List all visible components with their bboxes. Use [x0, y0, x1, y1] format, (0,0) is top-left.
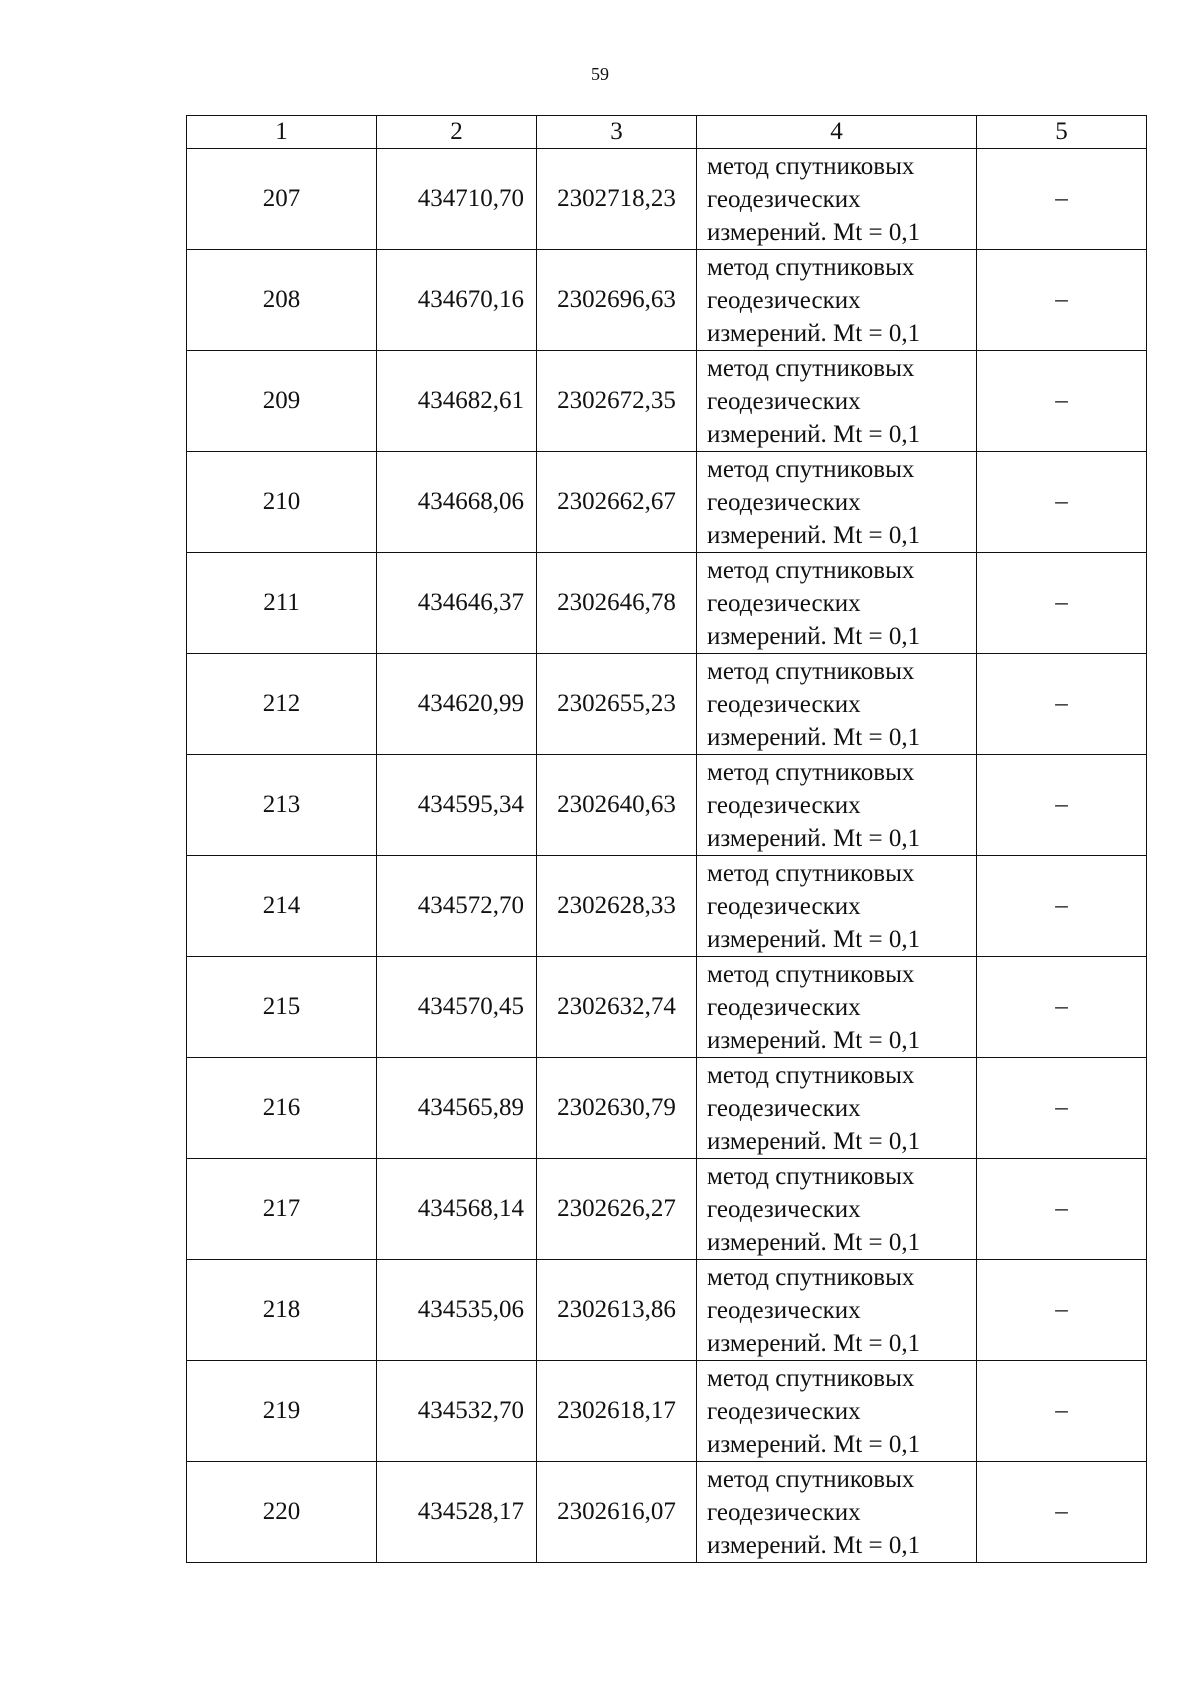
method-line: метод спутниковых: [707, 1364, 915, 1392]
table-row: [187, 452, 1147, 553]
method-line: измерений. Mt = 0,1: [707, 1127, 921, 1155]
coordinates-table: [186, 115, 1147, 1563]
table-body: [187, 149, 1147, 1563]
method-cell: [697, 250, 977, 351]
table-row: [187, 553, 1147, 654]
note-cell: –: [977, 452, 1147, 553]
method-line: геодезических: [707, 993, 861, 1021]
method-line: метод спутниковых: [707, 354, 915, 382]
point-number-cell: 214: [187, 856, 377, 957]
method-line: измерений. Mt = 0,1: [707, 1430, 921, 1458]
method-line: геодезических: [707, 1195, 861, 1223]
method-cell: [697, 553, 977, 654]
x-coordinate-cell: 434682,61: [377, 351, 537, 452]
table-row: [187, 351, 1147, 452]
note-cell: –: [977, 1058, 1147, 1159]
note-cell: –: [977, 1462, 1147, 1563]
point-number-cell: 215: [187, 957, 377, 1058]
method-line: геодезических: [707, 185, 861, 213]
table-row: [187, 1058, 1147, 1159]
header-cell-3: 3: [537, 116, 697, 149]
method-line: измерений. Mt = 0,1: [707, 622, 921, 650]
method-cell: [697, 351, 977, 452]
table-row: [187, 1260, 1147, 1361]
table-row: [187, 957, 1147, 1058]
point-number-cell: 218: [187, 1260, 377, 1361]
table-row: [187, 856, 1147, 957]
method-line: метод спутниковых: [707, 758, 915, 786]
method-line: геодезических: [707, 892, 861, 920]
method-line: метод спутниковых: [707, 253, 915, 281]
method-cell: [697, 654, 977, 755]
method-line: измерений. Mt = 0,1: [707, 319, 921, 347]
x-coordinate-cell: 434528,17: [377, 1462, 537, 1563]
y-coordinate-cell: 2302696,63: [537, 250, 697, 351]
point-number-cell: 217: [187, 1159, 377, 1260]
y-coordinate-cell: 2302613,86: [537, 1260, 697, 1361]
method-line: геодезических: [707, 1397, 861, 1425]
note-cell: –: [977, 1159, 1147, 1260]
y-coordinate-cell: 2302718,23: [537, 149, 697, 250]
method-line: метод спутниковых: [707, 556, 915, 584]
point-number-cell: 216: [187, 1058, 377, 1159]
x-coordinate-cell: 434646,37: [377, 553, 537, 654]
method-cell: [697, 856, 977, 957]
method-line: измерений. Mt = 0,1: [707, 1026, 921, 1054]
method-line: измерений. Mt = 0,1: [707, 824, 921, 852]
y-coordinate-cell: 2302630,79: [537, 1058, 697, 1159]
y-coordinate-cell: 2302672,35: [537, 351, 697, 452]
table-row: [187, 755, 1147, 856]
method-line: геодезических: [707, 286, 861, 314]
header-cell-1: 1: [187, 116, 377, 149]
y-coordinate-cell: 2302632,74: [537, 957, 697, 1058]
page-number: 59: [591, 64, 609, 84]
method-line: метод спутниковых: [707, 960, 915, 988]
point-number-cell: 210: [187, 452, 377, 553]
method-cell: [697, 1361, 977, 1462]
note-cell: –: [977, 755, 1147, 856]
y-coordinate-cell: 2302662,67: [537, 452, 697, 553]
x-coordinate-cell: 434532,70: [377, 1361, 537, 1462]
note-cell: –: [977, 654, 1147, 755]
method-cell: [697, 957, 977, 1058]
table-row: [187, 149, 1147, 250]
point-number-cell: 209: [187, 351, 377, 452]
method-line: геодезических: [707, 791, 861, 819]
method-line: метод спутниковых: [707, 1263, 915, 1291]
method-cell: [697, 1462, 977, 1563]
y-coordinate-cell: 2302616,07: [537, 1462, 697, 1563]
method-line: геодезических: [707, 387, 861, 415]
method-line: метод спутниковых: [707, 1162, 915, 1190]
method-line: геодезических: [707, 488, 861, 516]
method-line: измерений. Mt = 0,1: [707, 723, 921, 751]
method-line: геодезических: [707, 1296, 861, 1324]
x-coordinate-cell: 434572,70: [377, 856, 537, 957]
y-coordinate-cell: 2302618,17: [537, 1361, 697, 1462]
header-cell-2: 2: [377, 116, 537, 149]
method-line: геодезических: [707, 1094, 861, 1122]
method-cell: [697, 1260, 977, 1361]
x-coordinate-cell: 434535,06: [377, 1260, 537, 1361]
method-line: метод спутниковых: [707, 657, 915, 685]
header-cell-4: 4: [697, 116, 977, 149]
method-cell: [697, 1058, 977, 1159]
note-cell: –: [977, 856, 1147, 957]
y-coordinate-cell: 2302646,78: [537, 553, 697, 654]
method-line: метод спутниковых: [707, 1061, 915, 1089]
point-number-cell: 208: [187, 250, 377, 351]
method-line: измерений. Mt = 0,1: [707, 521, 921, 549]
point-number-cell: 219: [187, 1361, 377, 1462]
note-cell: –: [977, 553, 1147, 654]
x-coordinate-cell: 434568,14: [377, 1159, 537, 1260]
method-line: геодезических: [707, 589, 861, 617]
x-coordinate-cell: 434570,45: [377, 957, 537, 1058]
method-line: метод спутниковых: [707, 455, 915, 483]
method-line: геодезических: [707, 1498, 861, 1526]
method-line: метод спутниковых: [707, 1465, 915, 1493]
method-cell: [697, 452, 977, 553]
note-cell: –: [977, 351, 1147, 452]
note-cell: –: [977, 1361, 1147, 1462]
method-line: метод спутниковых: [707, 152, 915, 180]
method-cell: [697, 1159, 977, 1260]
method-line: измерений. Mt = 0,1: [707, 420, 921, 448]
note-cell: –: [977, 1260, 1147, 1361]
x-coordinate-cell: 434668,06: [377, 452, 537, 553]
table-row: [187, 1361, 1147, 1462]
x-coordinate-cell: 434620,99: [377, 654, 537, 755]
method-cell: [697, 149, 977, 250]
x-coordinate-cell: 434595,34: [377, 755, 537, 856]
method-line: измерений. Mt = 0,1: [707, 925, 921, 953]
header-cell-5: 5: [977, 116, 1147, 149]
table-row: [187, 654, 1147, 755]
x-coordinate-cell: 434670,16: [377, 250, 537, 351]
point-number-cell: 220: [187, 1462, 377, 1563]
y-coordinate-cell: 2302640,63: [537, 755, 697, 856]
x-coordinate-cell: 434565,89: [377, 1058, 537, 1159]
table-row: [187, 1159, 1147, 1260]
y-coordinate-cell: 2302655,23: [537, 654, 697, 755]
point-number-cell: 212: [187, 654, 377, 755]
method-cell: [697, 755, 977, 856]
method-line: измерений. Mt = 0,1: [707, 218, 921, 246]
method-line: измерений. Mt = 0,1: [707, 1531, 921, 1559]
x-coordinate-cell: 434710,70: [377, 149, 537, 250]
point-number-cell: 213: [187, 755, 377, 856]
note-cell: –: [977, 957, 1147, 1058]
point-number-cell: 211: [187, 553, 377, 654]
point-number-cell: 207: [187, 149, 377, 250]
note-cell: –: [977, 250, 1147, 351]
method-line: измерений. Mt = 0,1: [707, 1329, 921, 1357]
table-row: [187, 250, 1147, 351]
method-line: метод спутниковых: [707, 859, 915, 887]
table-row: [187, 1462, 1147, 1563]
y-coordinate-cell: 2302626,27: [537, 1159, 697, 1260]
header-row: [187, 116, 1147, 149]
method-line: геодезических: [707, 690, 861, 718]
y-coordinate-cell: 2302628,33: [537, 856, 697, 957]
method-line: измерений. Mt = 0,1: [707, 1228, 921, 1256]
table-header: [187, 116, 1147, 149]
note-cell: –: [977, 149, 1147, 250]
